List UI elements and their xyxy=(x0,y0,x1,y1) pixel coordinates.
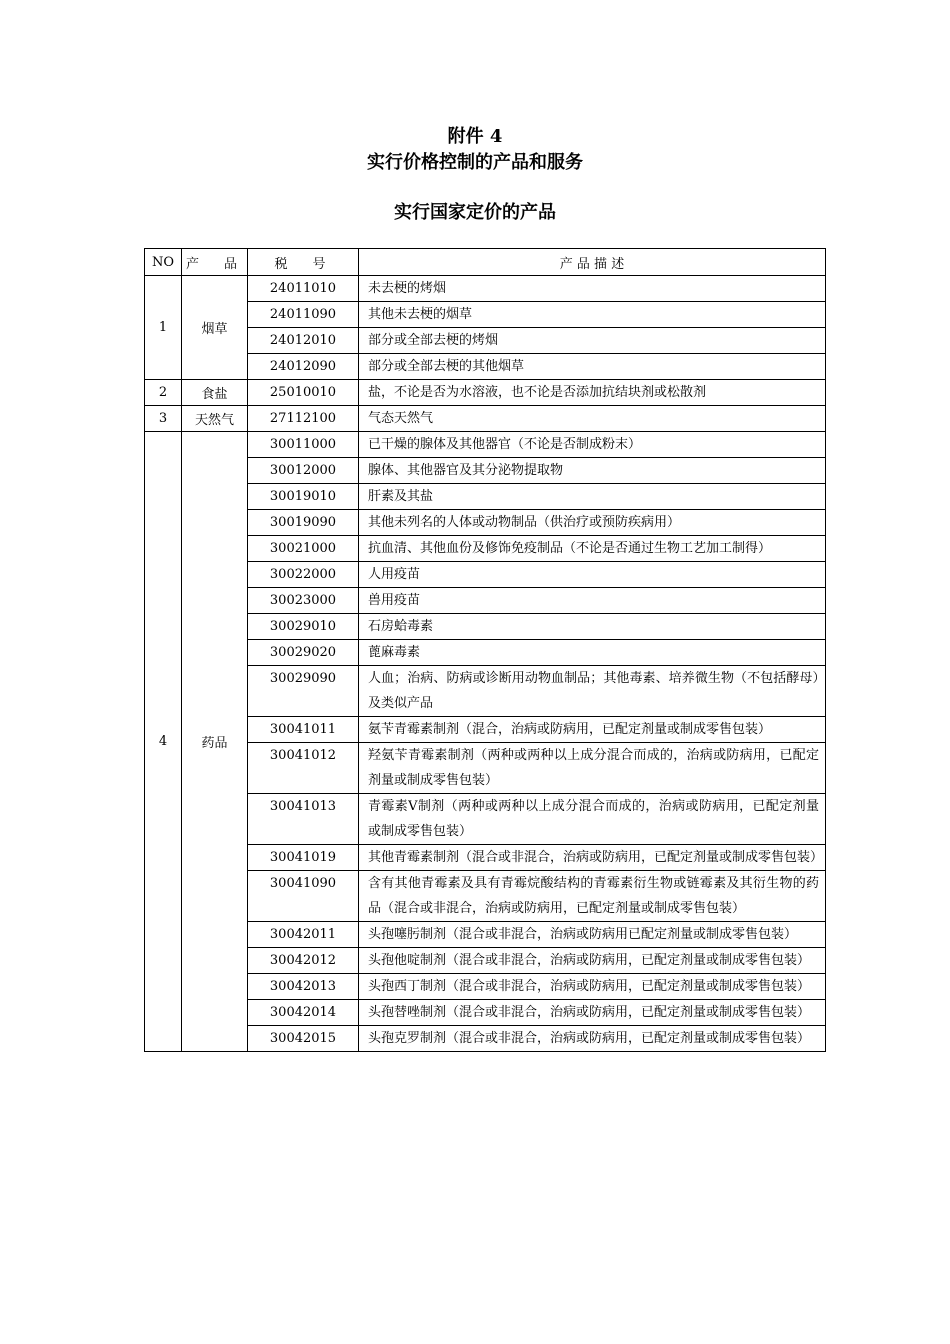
table-row xyxy=(145,380,826,406)
tax-code-cell: 30029090 xyxy=(248,666,359,717)
row-number: 3 xyxy=(145,406,182,432)
tax-code-cell: 30019090 xyxy=(248,510,359,536)
description-cell: 氨苄青霉素制剂（混合，治病或防病用，已配定剂量或制成零售包装） xyxy=(359,717,826,743)
row-number: 1 xyxy=(145,276,182,380)
description-cell: 未去梗的烤烟 xyxy=(359,276,826,302)
tax-code-cell: 30042015 xyxy=(248,1026,359,1052)
description-cell: 兽用疫苗 xyxy=(359,588,826,614)
description-cell: 腺体、其他器官及其分泌物提取物 xyxy=(359,458,826,484)
description-cell: 其他未列名的人体或动物制品（供治疗或预防疾病用） xyxy=(359,510,826,536)
description-cell: 人血；治病、防病或诊断用动物血制品；其他毒素、培养微生物（不包括酵母）及类似产品 xyxy=(359,666,826,717)
table-row xyxy=(145,328,826,354)
tax-code-cell: 30041012 xyxy=(248,743,359,794)
tax-code-cell: 30012000 xyxy=(248,458,359,484)
table-header-row xyxy=(145,249,826,276)
row-number: 4 xyxy=(145,432,182,1052)
description-cell: 头孢西丁制剂（混合或非混合，治病或防病用，已配定剂量或制成零售包装） xyxy=(359,974,826,1000)
header-tax-code: 税 号 xyxy=(248,249,359,276)
tax-code-cell: 27112100 xyxy=(248,406,359,432)
tax-code-cell: 24011010 xyxy=(248,276,359,302)
product-category: 药品 xyxy=(182,432,248,1052)
tax-code-cell: 24012010 xyxy=(248,328,359,354)
description-cell: 盐，不论是否为水溶液，也不论是否添加抗结块剂或松散剂 xyxy=(359,380,826,406)
tax-code-cell: 30021000 xyxy=(248,536,359,562)
table-row xyxy=(145,922,826,948)
header-no: NO xyxy=(145,249,182,276)
tax-code-cell: 30041013 xyxy=(248,794,359,845)
price-control-table xyxy=(144,248,826,1052)
table-row xyxy=(145,302,826,328)
description-cell: 已干燥的腺体及其他器官（不论是否制成粉末） xyxy=(359,432,826,458)
table-row xyxy=(145,845,826,871)
description-cell: 抗血清、其他血份及修饰免疫制品（不论是否通过生物工艺加工制得） xyxy=(359,536,826,562)
description-cell: 羟氨苄青霉素制剂（两种或两种以上成分混合而成的，治病或防病用，已配定剂量或制成零售包装） xyxy=(359,743,826,794)
table-row xyxy=(145,743,826,794)
table-row xyxy=(145,458,826,484)
tax-code-cell: 30042014 xyxy=(248,1000,359,1026)
table-row xyxy=(145,948,826,974)
header-description: 产 品 描 述 xyxy=(359,249,826,276)
description-cell: 蓖麻毒素 xyxy=(359,640,826,666)
table-row xyxy=(145,432,826,458)
description-cell: 人用疫苗 xyxy=(359,562,826,588)
tax-code-cell: 24011090 xyxy=(248,302,359,328)
attachment-label: 附件 4 xyxy=(447,126,503,147)
tax-code-cell: 30019010 xyxy=(248,484,359,510)
description-cell: 肝素及其盐 xyxy=(359,484,826,510)
table-row xyxy=(145,974,826,1000)
product-category: 食盐 xyxy=(182,380,248,406)
tax-code-cell: 30022000 xyxy=(248,562,359,588)
table-row xyxy=(145,717,826,743)
table-row xyxy=(145,666,826,717)
description-cell: 头孢替唑制剂（混合或非混合，治病或防病用，已配定剂量或制成零售包装） xyxy=(359,1000,826,1026)
description-cell: 头孢他啶制剂（混合或非混合，治病或防病用，已配定剂量或制成零售包装） xyxy=(359,948,826,974)
description-cell: 其他未去梗的烟草 xyxy=(359,302,826,328)
table-body xyxy=(145,276,826,1052)
description-cell: 部分或全部去梗的烤烟 xyxy=(359,328,826,354)
table-row xyxy=(145,588,826,614)
tax-code-cell: 30042011 xyxy=(248,922,359,948)
description-cell: 头孢噻肟制剂（混合或非混合，治病或防病用已配定剂量或制成零售包装） xyxy=(359,922,826,948)
table-row xyxy=(145,640,826,666)
product-category: 天然气 xyxy=(182,406,248,432)
tax-code-cell: 30041019 xyxy=(248,845,359,871)
table-row xyxy=(145,484,826,510)
tax-code-cell: 25010010 xyxy=(248,380,359,406)
tax-code-cell: 30041090 xyxy=(248,871,359,922)
table-row xyxy=(145,510,826,536)
tax-code-cell: 30041011 xyxy=(248,717,359,743)
table-row xyxy=(145,871,826,922)
table-row xyxy=(145,536,826,562)
header-product: 产 品 xyxy=(182,249,248,276)
description-cell: 石房蛤毒素 xyxy=(359,614,826,640)
table-row xyxy=(145,406,826,432)
description-cell: 含有其他青霉素及具有青霉烷酸结构的青霉素衍生物或链霉素及其衍生物的药品（混合或非混合，治病或防病用，已配定剂量或制成零售包装） xyxy=(359,871,826,922)
table-row xyxy=(145,562,826,588)
table-row xyxy=(145,354,826,380)
section-title: 实行国家定价的产品 xyxy=(394,202,556,223)
description-cell: 部分或全部去梗的其他烟草 xyxy=(359,354,826,380)
document-title: 实行价格控制的产品和服务 xyxy=(367,152,583,173)
description-cell: 青霉素Ⅴ制剂（两种或两种以上成分混合而成的，治病或防病用，已配定剂量或制成零售包装） xyxy=(359,794,826,845)
tax-code-cell: 30042013 xyxy=(248,974,359,1000)
description-cell: 头孢克罗制剂（混合或非混合，治病或防病用，已配定剂量或制成零售包装） xyxy=(359,1026,826,1052)
tax-code-cell: 30011000 xyxy=(248,432,359,458)
description-cell: 气态天然气 xyxy=(359,406,826,432)
table-row xyxy=(145,1000,826,1026)
tax-code-cell: 30023000 xyxy=(248,588,359,614)
tax-code-cell: 24012090 xyxy=(248,354,359,380)
description-cell: 其他青霉素制剂（混合或非混合，治病或防病用，已配定剂量或制成零售包装） xyxy=(359,845,826,871)
table-row xyxy=(145,614,826,640)
tax-code-cell: 30029020 xyxy=(248,640,359,666)
table-row xyxy=(145,276,826,302)
row-number: 2 xyxy=(145,380,182,406)
table-row xyxy=(145,794,826,845)
tax-code-cell: 30029010 xyxy=(248,614,359,640)
tax-code-cell: 30042012 xyxy=(248,948,359,974)
table-row xyxy=(145,1026,826,1052)
product-category: 烟草 xyxy=(182,276,248,380)
